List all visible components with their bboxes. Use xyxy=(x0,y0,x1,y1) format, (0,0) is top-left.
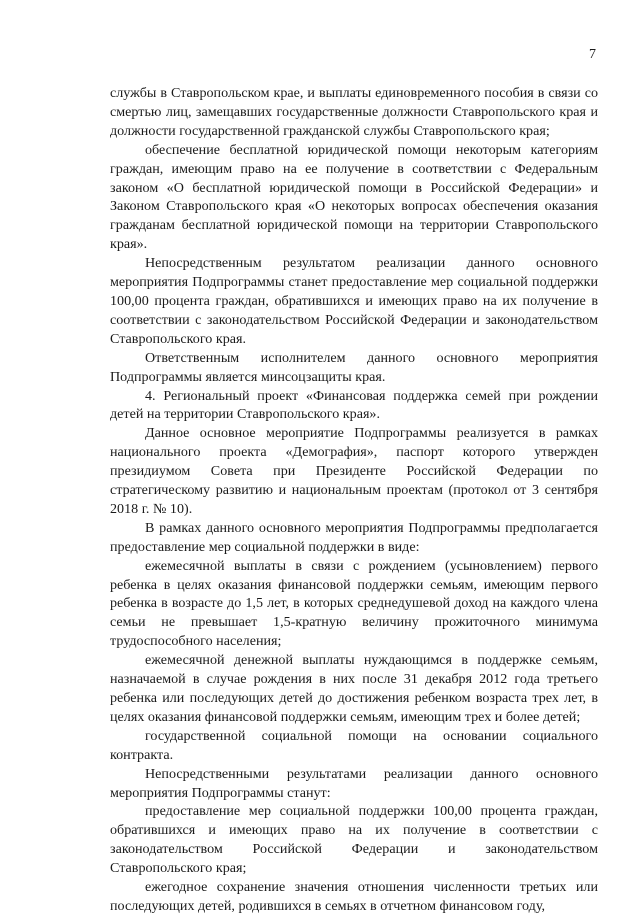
paragraph-direct-results-intro: Непосредственными результатами реализации данного основного мероприятия Подпрограммы станут: xyxy=(110,765,598,801)
paragraph-direct-result: Непосредственным результатом реализации данного основного мероприятия Подпрограммы станет предоставление мер социальной поддержки 100,00 процента граждан, обратившихся и имеющих право на их получение в соответствии с законодательством Российской Федерации и законодательством Ставропольского края. xyxy=(110,255,598,347)
paragraph-social-contract: государственной социальной помощи на основании социального контракта. xyxy=(110,727,598,763)
document-body xyxy=(110,84,598,916)
paragraph-annual-ratio: ежегодное сохранение значения отношения численности третьих или последующих детей, родившихся в семьях в отчетном финансовом году, xyxy=(110,879,598,914)
paragraph-free-legal-aid: обеспечение бесплатной юридической помощи некоторым категориям граждан, имеющим право на ее получение в соответствии с Федеральным законом «О бесплатной юридической помощи в Российской Федерации» и Законом Ставропольского края «О некоторых вопросах обеспечения оказания гражданам бесплатной юридической помощи на территории Ставропольского края». xyxy=(110,141,598,253)
paragraph-third-child-payment: ежемесячной денежной выплаты нуждающимся в поддержке семьям, назначаемой в случае рождения в них после 31 декабря 2012 года третьего ребенка или последующих детей до достижения ребенком возраста трех лет, в целях оказания финансовой поддержки семьям, имеющим трех и более детей; xyxy=(110,652,598,725)
page-number: 7 xyxy=(589,47,596,62)
paragraph-national-project: Данное основное мероприятие Подпрограммы реализуется в рамках национального проекта «Демография», паспорт которого утвержден президиумом Совета при Президенте Российской Федерации по стратегическому развитию и национальным проектам (протокол от 3 сентября 2018 г. № 10). xyxy=(110,425,598,517)
paragraph-regional-project-heading: 4. Региональный проект «Финансовая поддержка семей при рождении детей на территории Ставропольского края». xyxy=(110,387,598,423)
paragraph-support-measures-intro: В рамках данного основного мероприятия Подпрограммы предполагается предоставление мер социальной поддержки в виде: xyxy=(110,519,598,555)
paragraph-first-child-payment: ежемесячной выплаты в связи с рождением (усыновлением) первого ребенка в целях оказания финансовой поддержки семьям, имеющим первого ребенка в возрасте до 1,5 лет, в которых среднедушевой доход на каждого члена семьи не превышает 1,5-кратную величину прожиточного минимума трудоспособного населения; xyxy=(110,557,598,650)
paragraph-civil-service-continuation: службы в Ставропольском крае, и выплаты единовременного пособия в связи со смертью лиц, замещавших государственные должности Ставропольского края и должности государственной гражданской службы Ставропольского края; xyxy=(110,85,598,139)
paragraph-responsible-executor: Ответственным исполнителем данного основного мероприятия Подпрограммы является минсоцзащиты края. xyxy=(110,349,598,385)
paragraph-support-provision: предоставление мер социальной поддержки 100,00 процента граждан, обратившихся и имеющих право на их получение в соответствии с законодательством Российской Федерации и законодательством Ставропольского края; xyxy=(110,803,598,877)
